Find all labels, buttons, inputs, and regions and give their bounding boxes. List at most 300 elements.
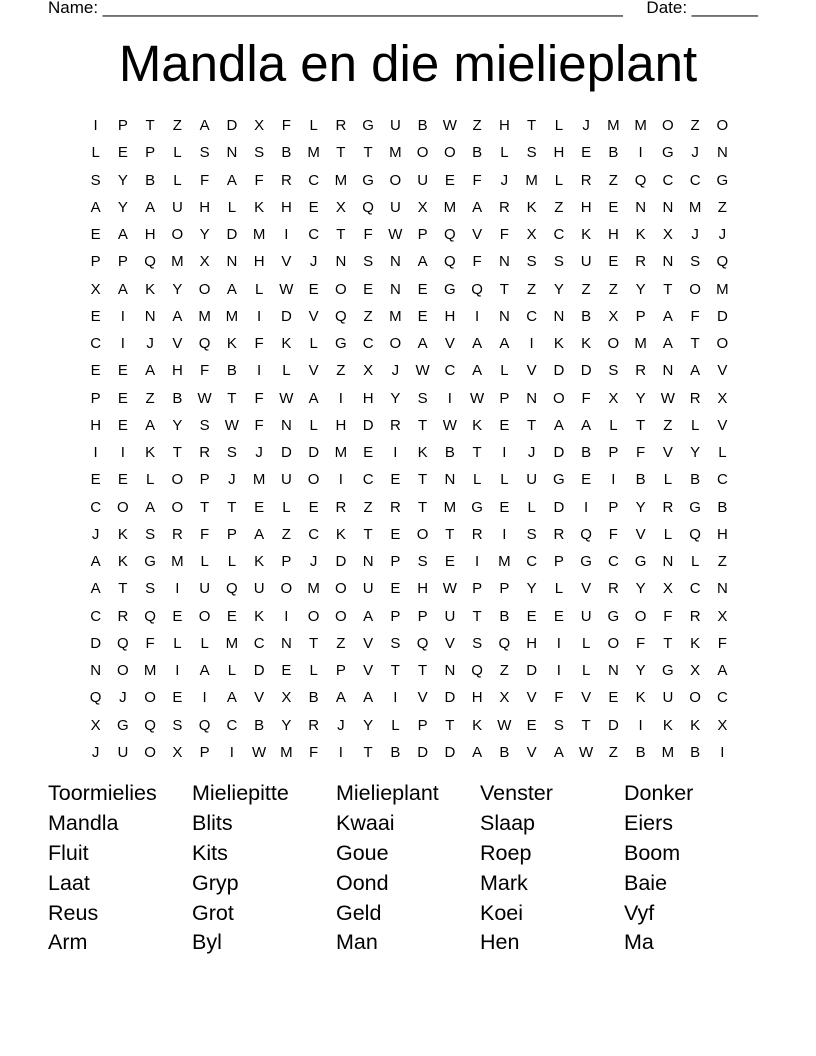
grid-letter: O (607, 634, 620, 652)
grid-letter: I (120, 307, 125, 325)
grid-letter: G (689, 498, 701, 516)
grid-letter: X (717, 389, 728, 407)
grid-letter: J (309, 253, 318, 271)
grid-letter: F (309, 743, 319, 761)
grid-letter: U (580, 253, 592, 271)
grid-letter: B (145, 171, 156, 189)
grid-letter: W (497, 716, 512, 734)
page-title: Mandla en die mielieplant (118, 35, 698, 92)
grid-letter: R (171, 525, 183, 543)
grid-letter: J (228, 471, 236, 489)
grid-letter: K (690, 634, 701, 652)
grid-letter: B (690, 743, 701, 761)
grid-letter: L (145, 471, 155, 489)
grid-letter: O (716, 117, 729, 134)
grid-letter: M (443, 198, 457, 216)
grid-letter: I (93, 444, 98, 461)
grid-letter: Y (117, 198, 128, 216)
grid-letter: G (634, 553, 647, 570)
grid-letter: P (117, 253, 128, 271)
grid-letter: T (472, 444, 482, 461)
grid-letter: P (417, 607, 428, 625)
grid-letter: S (472, 634, 483, 652)
grid-letter: W (197, 389, 212, 407)
grid-letter: K (145, 444, 156, 461)
grid-letter: A (117, 226, 128, 243)
grid-letter: P (90, 253, 101, 271)
grid-letter: F (636, 634, 646, 652)
grid-letter: S (172, 716, 183, 734)
grid-letter: J (691, 226, 699, 243)
grid-letter: Y (553, 280, 564, 298)
grid-letter: W (442, 580, 457, 598)
grid-letter: A (499, 335, 510, 352)
grid-letter: X (662, 226, 673, 243)
grid-row (82, 303, 736, 330)
grid-letter: M (334, 171, 348, 189)
grid-letter: E (417, 307, 428, 325)
grid-letter: F (363, 226, 373, 243)
grid-letter: V (717, 416, 728, 434)
grid-letter: A (581, 416, 592, 434)
grid-letter: E (172, 689, 183, 707)
grid-letter: T (581, 716, 591, 734)
word-list-item: Hen (480, 930, 520, 955)
grid-letter: Q (634, 171, 647, 189)
grid-letter: L (581, 634, 591, 652)
grid-letter: V (363, 662, 374, 679)
grid-letter: D (226, 226, 238, 243)
grid-letter: M (498, 553, 511, 570)
grid-letter: L (472, 471, 482, 489)
word-list-item: Baie (624, 870, 668, 895)
grid-letter: I (120, 444, 125, 461)
grid-letter: A (254, 525, 265, 543)
grid-letter: E (553, 607, 564, 625)
grid-letter: R (471, 525, 483, 543)
grid-letter: P (145, 144, 156, 162)
grid-letter: T (200, 498, 210, 516)
grid-letter: T (663, 634, 673, 652)
grid-letter: C (308, 525, 320, 543)
grid-letter: O (662, 117, 674, 134)
word-list-item: Byl (192, 930, 222, 955)
word-list-item: Kwaai (336, 811, 395, 836)
grid-letter: W (415, 362, 430, 380)
grid-letter: I (229, 743, 234, 761)
grid-letter: C (308, 171, 320, 189)
grid-letter: P (499, 389, 510, 407)
grid-letter: E (526, 607, 537, 625)
grid-letter: O (689, 280, 701, 298)
grid-letter: T (690, 335, 700, 352)
grid-letter: P (635, 307, 646, 325)
grid-letter: K (145, 280, 156, 298)
grid-letter: K (254, 607, 265, 625)
grid-letter: A (226, 280, 237, 298)
grid-letter: H (580, 198, 592, 216)
grid-letter: G (607, 607, 620, 625)
word-list-row (48, 809, 768, 839)
grid-letter: G (444, 280, 456, 298)
grid-letter: L (581, 662, 591, 679)
grid-letter: V (444, 634, 455, 652)
grid-letter: Z (581, 280, 591, 298)
grid-letter: I (502, 444, 507, 461)
grid-letter: O (171, 471, 184, 489)
grid-letter: L (173, 634, 182, 652)
grid-letter: H (526, 634, 538, 652)
grid-letter: Q (498, 634, 511, 652)
grid-letter: M (225, 634, 239, 652)
grid-letter: P (499, 580, 510, 598)
grid-row (82, 385, 736, 412)
grid-letter: S (145, 580, 156, 598)
grid-letter: K (662, 716, 673, 734)
grid-letter: C (716, 471, 728, 489)
grid-letter: W (279, 389, 294, 407)
grid-letter: T (418, 416, 428, 434)
grid-letter: E (444, 171, 455, 189)
grid-row (82, 248, 736, 275)
grid-letter: H (199, 198, 211, 216)
grid-letter: A (472, 335, 483, 352)
grid-letter: T (363, 743, 373, 761)
grid-letter: P (281, 553, 292, 570)
grid-letter: D (444, 743, 456, 761)
grid-letter: V (254, 689, 265, 707)
grid-letter: R (635, 253, 647, 271)
grid-letter: B (226, 362, 237, 380)
grid-letter: B (635, 471, 646, 489)
grid-letter: S (526, 525, 537, 543)
grid-letter: F (581, 389, 591, 407)
grid-letter: J (527, 444, 536, 461)
grid-letter: A (717, 662, 728, 679)
grid-letter: C (526, 307, 538, 325)
grid-letter: E (117, 389, 128, 407)
grid-letter: X (690, 662, 701, 679)
grid-letter: E (499, 416, 510, 434)
grid-letter: T (363, 525, 373, 543)
grid-letter: Q (416, 634, 429, 652)
grid-letter: T (445, 716, 455, 734)
grid-letter: N (444, 471, 456, 489)
grid-letter: Z (663, 416, 673, 434)
grid-letter: K (635, 226, 646, 243)
grid-letter: N (526, 389, 538, 407)
word-list (48, 779, 768, 958)
grid-letter: Z (608, 280, 618, 298)
grid-letter: J (691, 144, 699, 162)
grid-letter: D (280, 444, 292, 461)
grid-letter: Q (144, 607, 156, 625)
grid-letter: S (145, 525, 156, 543)
grid-letter: D (280, 307, 292, 325)
grid-letter: J (500, 171, 509, 189)
grid-letter: N (716, 580, 728, 598)
grid-letter: T (336, 144, 346, 162)
grid-letter: E (390, 580, 401, 598)
grid-letter: M (307, 580, 320, 598)
grid-letter: B (472, 144, 483, 162)
grid-letter: E (308, 280, 319, 298)
grid-letter: O (171, 226, 184, 243)
grid-letter: N (607, 662, 619, 679)
grid-letter: U (117, 743, 129, 761)
grid-row (82, 276, 736, 303)
grid-letter: T (472, 607, 482, 625)
grid-row (82, 439, 736, 466)
grid-letter: Y (635, 389, 646, 407)
grid-letter: K (472, 716, 483, 734)
word-list-row (48, 898, 768, 928)
grid-letter: D (526, 662, 538, 679)
grid-letter: R (199, 444, 211, 461)
grid-letter: D (553, 362, 565, 380)
grid-letter: V (308, 307, 319, 325)
grid-letter: L (554, 171, 564, 189)
grid-letter: Q (689, 525, 701, 543)
word-list-item: Goue (336, 840, 389, 865)
word-list-row (48, 779, 768, 809)
grid-letter: N (280, 416, 292, 434)
grid-letter: E (608, 253, 619, 271)
grid-letter: G (362, 171, 374, 189)
grid-letter: I (393, 444, 398, 461)
grid-letter: Q (444, 226, 456, 243)
grid-letter: T (636, 416, 646, 434)
grid-row (82, 739, 736, 766)
grid-letter: A (117, 280, 128, 298)
grid-letter: X (608, 307, 619, 325)
grid-letter: C (226, 716, 238, 734)
grid-letter: K (117, 553, 128, 570)
grid-letter: B (172, 389, 183, 407)
grid-letter: K (335, 525, 346, 543)
grid-letter: N (335, 253, 347, 271)
grid-letter: T (527, 416, 537, 434)
grid-letter: M (661, 743, 675, 761)
grid-letter: D (362, 416, 374, 434)
grid-letter: I (475, 553, 480, 570)
grid-letter: L (554, 117, 564, 134)
grid-letter: L (527, 498, 536, 516)
grid-letter: H (362, 389, 374, 407)
word-list-item: Blits (192, 811, 233, 836)
grid-letter: Y (363, 716, 374, 734)
grid-letter: U (362, 580, 374, 598)
grid-letter: E (581, 144, 592, 162)
grid-letter: W (442, 117, 457, 134)
grid-letter: K (581, 335, 592, 352)
grid-letter: V (581, 580, 592, 598)
grid-letter: A (662, 307, 673, 325)
grid-letter: C (90, 335, 102, 352)
grid-letter: E (390, 471, 401, 489)
grid-row (82, 357, 736, 384)
grid-row (82, 494, 736, 521)
grid-letter: I (257, 307, 262, 325)
grid-letter: L (227, 553, 237, 570)
word-list-item: Vyf (624, 900, 655, 925)
grid-letter: Q (471, 280, 483, 298)
grid-letter: D (335, 553, 347, 570)
grid-letter: O (689, 689, 701, 707)
grid-letter: E (608, 198, 619, 216)
grid-letter: S (254, 144, 265, 162)
grid-letter: Y (117, 171, 128, 189)
grid-letter: X (90, 280, 101, 298)
grid-letter: P (390, 607, 401, 625)
grid-letter: K (526, 198, 537, 216)
grid-letter: H (280, 198, 292, 216)
grid-letter: P (390, 553, 401, 570)
grid-letter: M (334, 444, 348, 461)
grid-letter: N (662, 553, 674, 570)
grid-letter: E (117, 144, 128, 162)
grid-letter: F (717, 634, 727, 652)
grid-letter: P (199, 471, 210, 489)
grid-letter: E (281, 662, 292, 679)
grid-letter: R (389, 498, 401, 516)
grid-letter: H (553, 144, 565, 162)
grid-letter: J (718, 226, 727, 243)
grid-letter: S (526, 144, 537, 162)
grid-letter: S (199, 416, 210, 434)
grid-letter: R (498, 198, 510, 216)
word-list-item: Ma (624, 930, 654, 955)
grid-letter: L (254, 280, 264, 298)
grid-row (82, 112, 736, 139)
grid-letter: A (363, 607, 374, 625)
grid-letter: C (90, 498, 102, 516)
grid-letter: O (389, 335, 402, 352)
grid-letter: Y (172, 416, 183, 434)
grid-letter: I (93, 117, 98, 134)
grid-letter: L (690, 416, 700, 434)
grid-letter: G (662, 144, 674, 162)
grid-letter: B (581, 307, 592, 325)
grid-letter: A (145, 198, 156, 216)
grid-row (82, 139, 736, 166)
word-list-item: Geld (336, 900, 382, 925)
grid-letter: C (526, 553, 538, 570)
grid-letter: C (362, 335, 374, 352)
grid-letter: K (472, 416, 483, 434)
grid-letter: S (417, 553, 428, 570)
grid-letter: Z (527, 280, 537, 298)
grid-letter: J (582, 117, 590, 134)
word-list-item: Man (336, 930, 378, 955)
grid-letter: H (444, 307, 456, 325)
word-list-item: Toormielies (48, 781, 157, 806)
grid-letter: A (226, 171, 237, 189)
grid-letter: O (335, 280, 347, 298)
grid-letter: X (199, 253, 210, 271)
grid-letter: T (527, 117, 537, 134)
grid-letter: C (253, 634, 265, 652)
grid-letter: M (307, 144, 320, 162)
grid-letter: B (499, 743, 510, 761)
grid-letter: B (390, 743, 401, 761)
grid-letter: W (442, 416, 457, 434)
grid-letter: L (91, 144, 100, 162)
grid-letter: L (200, 634, 209, 652)
grid-letter: D (716, 307, 728, 325)
grid-letter: J (309, 553, 318, 570)
grid-letter: F (254, 335, 264, 352)
grid-letter: H (716, 525, 728, 543)
grid-letter: E (90, 362, 101, 380)
grid-letter: D (553, 444, 565, 461)
grid-letter: T (390, 662, 400, 679)
grid-letter: O (634, 607, 647, 625)
grid-letter: C (553, 226, 565, 243)
grid-letter: I (338, 743, 343, 761)
grid-letter: R (335, 117, 347, 134)
grid-letter: R (389, 416, 401, 434)
grid-letter: L (309, 335, 318, 352)
grid-letter: Q (580, 525, 592, 543)
grid-letter: H (335, 416, 347, 434)
grid-letter: A (363, 689, 374, 707)
grid-letter: N (389, 253, 401, 271)
grid-letter: U (417, 171, 429, 189)
grid-letter: M (688, 198, 702, 216)
grid-letter: H (607, 226, 619, 243)
grid-letter: C (662, 171, 674, 189)
grid-letter: O (198, 607, 211, 625)
word-list-row (48, 868, 768, 898)
grid-letter: H (90, 416, 102, 434)
grid-letter: O (280, 580, 293, 598)
grid-letter: E (444, 553, 455, 570)
grid-letter: O (335, 607, 347, 625)
grid-letter: O (307, 471, 320, 489)
grid-letter: I (257, 362, 262, 380)
grid-letter: P (199, 743, 210, 761)
grid-letter: I (338, 471, 343, 489)
grid-letter: W (660, 389, 675, 407)
grid-letter: O (117, 662, 129, 679)
word-list-item: Fluit (48, 840, 89, 865)
grid-letter: Z (172, 117, 182, 134)
grid-letter: X (526, 226, 537, 243)
grid-letter: E (90, 307, 101, 325)
grid-letter: W (224, 416, 239, 434)
grid-letter: Q (362, 198, 374, 216)
word-list-item: Eiers (624, 811, 673, 836)
grid-letter: I (284, 226, 289, 243)
grid-letter: A (90, 198, 101, 216)
word-list-item: Donker (624, 781, 694, 806)
grid-letter: G (471, 498, 483, 516)
grid-row (82, 412, 736, 439)
grid-letter: L (282, 362, 291, 380)
grid-letter: R (117, 607, 129, 625)
grid-letter: M (525, 171, 538, 189)
grid-letter: X (254, 117, 265, 134)
grid-letter: F (472, 253, 482, 271)
grid-letter: S (226, 444, 237, 461)
grid-letter: R (553, 525, 565, 543)
grid-letter: P (472, 580, 483, 598)
grid-letter: R (335, 498, 347, 516)
grid-letter: Q (198, 335, 211, 352)
grid-letter: O (716, 335, 729, 352)
grid-letter: G (553, 471, 565, 489)
